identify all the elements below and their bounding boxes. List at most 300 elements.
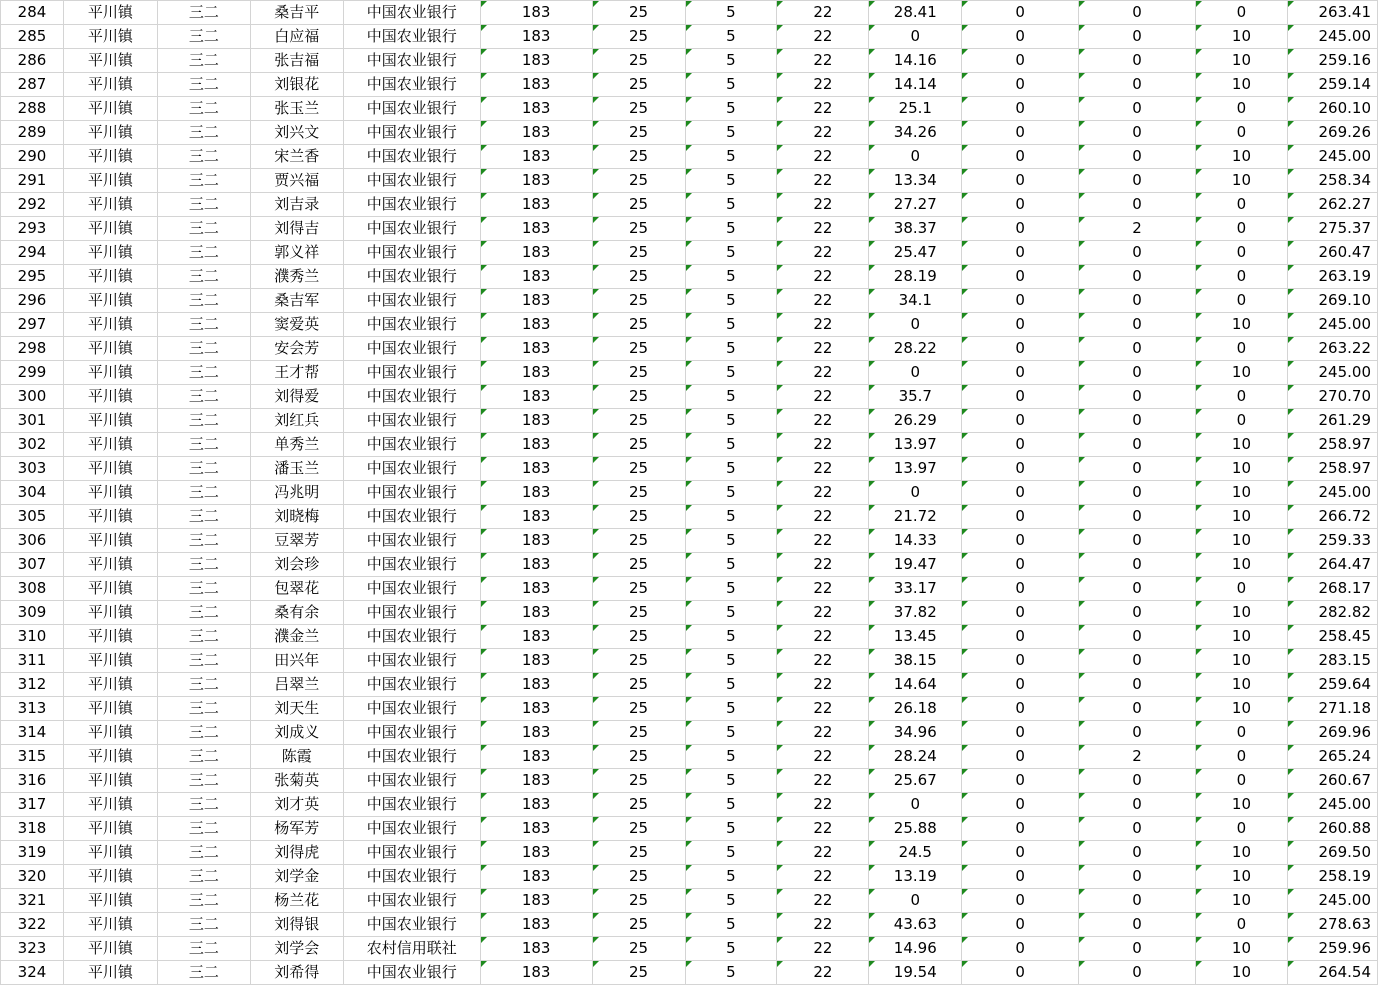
- cell-value-a[interactable]: 38.37: [869, 217, 962, 241]
- cell-col-183[interactable]: 183: [480, 433, 592, 457]
- cell-group[interactable]: 三二: [157, 721, 250, 745]
- cell-group[interactable]: 三二: [157, 649, 250, 673]
- cell-total[interactable]: 245.00: [1287, 481, 1377, 505]
- cell-town[interactable]: 平川镇: [63, 217, 157, 241]
- cell-index[interactable]: 308: [1, 577, 64, 601]
- cell-value-c[interactable]: 0: [1079, 409, 1196, 433]
- cell-name[interactable]: 刘兴文: [250, 121, 343, 145]
- cell-town[interactable]: 平川镇: [63, 169, 157, 193]
- cell-col-22[interactable]: 22: [777, 457, 869, 481]
- cell-col-5[interactable]: 5: [685, 529, 777, 553]
- cell-value-a[interactable]: 14.14: [869, 73, 962, 97]
- cell-group[interactable]: 三二: [157, 337, 250, 361]
- cell-col-183[interactable]: 183: [480, 817, 592, 841]
- cell-index[interactable]: 302: [1, 433, 64, 457]
- cell-town[interactable]: 平川镇: [63, 193, 157, 217]
- cell-bank[interactable]: 中国农业银行: [343, 505, 480, 529]
- cell-col-5[interactable]: 5: [685, 505, 777, 529]
- cell-value-a[interactable]: 0: [869, 889, 962, 913]
- cell-index[interactable]: 323: [1, 937, 64, 961]
- cell-col-22[interactable]: 22: [777, 241, 869, 265]
- cell-value-b[interactable]: 0: [962, 265, 1079, 289]
- cell-value-c[interactable]: 0: [1079, 313, 1196, 337]
- cell-col-5[interactable]: 5: [685, 433, 777, 457]
- cell-index[interactable]: 317: [1, 793, 64, 817]
- cell-col-183[interactable]: 183: [480, 241, 592, 265]
- cell-index[interactable]: 292: [1, 193, 64, 217]
- cell-value-d[interactable]: 10: [1196, 169, 1288, 193]
- cell-bank[interactable]: 中国农业银行: [343, 529, 480, 553]
- cell-col-25[interactable]: 25: [592, 937, 685, 961]
- cell-town[interactable]: 平川镇: [63, 961, 157, 985]
- cell-bank[interactable]: 中国农业银行: [343, 193, 480, 217]
- cell-bank[interactable]: 中国农业银行: [343, 673, 480, 697]
- cell-col-5[interactable]: 5: [685, 25, 777, 49]
- cell-value-b[interactable]: 0: [962, 289, 1079, 313]
- cell-col-183[interactable]: 183: [480, 121, 592, 145]
- cell-group[interactable]: 三二: [157, 1, 250, 25]
- cell-col-22[interactable]: 22: [777, 889, 869, 913]
- cell-value-a[interactable]: 13.97: [869, 433, 962, 457]
- cell-value-c[interactable]: 0: [1079, 769, 1196, 793]
- cell-value-a[interactable]: 14.96: [869, 937, 962, 961]
- cell-col-25[interactable]: 25: [592, 697, 685, 721]
- cell-col-183[interactable]: 183: [480, 577, 592, 601]
- cell-total[interactable]: 258.97: [1287, 457, 1377, 481]
- cell-col-183[interactable]: 183: [480, 145, 592, 169]
- cell-value-c[interactable]: 0: [1079, 817, 1196, 841]
- cell-col-183[interactable]: 183: [480, 193, 592, 217]
- cell-value-a[interactable]: 19.54: [869, 961, 962, 985]
- cell-town[interactable]: 平川镇: [63, 97, 157, 121]
- cell-value-a[interactable]: 14.64: [869, 673, 962, 697]
- cell-col-25[interactable]: 25: [592, 337, 685, 361]
- cell-value-b[interactable]: 0: [962, 193, 1079, 217]
- cell-value-b[interactable]: 0: [962, 697, 1079, 721]
- cell-col-25[interactable]: 25: [592, 505, 685, 529]
- cell-col-22[interactable]: 22: [777, 769, 869, 793]
- cell-value-a[interactable]: 34.96: [869, 721, 962, 745]
- cell-value-c[interactable]: 0: [1079, 193, 1196, 217]
- cell-group[interactable]: 三二: [157, 817, 250, 841]
- cell-value-d[interactable]: 10: [1196, 937, 1288, 961]
- cell-col-5[interactable]: 5: [685, 193, 777, 217]
- cell-bank[interactable]: 中国农业银行: [343, 697, 480, 721]
- cell-town[interactable]: 平川镇: [63, 913, 157, 937]
- cell-col-5[interactable]: 5: [685, 841, 777, 865]
- cell-col-183[interactable]: 183: [480, 889, 592, 913]
- cell-value-d[interactable]: 10: [1196, 529, 1288, 553]
- cell-group[interactable]: 三二: [157, 49, 250, 73]
- cell-name[interactable]: 刘银花: [250, 73, 343, 97]
- cell-index[interactable]: 321: [1, 889, 64, 913]
- cell-value-d[interactable]: 10: [1196, 961, 1288, 985]
- cell-total[interactable]: 264.54: [1287, 961, 1377, 985]
- cell-col-183[interactable]: 183: [480, 745, 592, 769]
- cell-total[interactable]: 269.26: [1287, 121, 1377, 145]
- cell-col-22[interactable]: 22: [777, 553, 869, 577]
- cell-name[interactable]: 刘得吉: [250, 217, 343, 241]
- cell-index[interactable]: 295: [1, 265, 64, 289]
- cell-col-22[interactable]: 22: [777, 193, 869, 217]
- cell-town[interactable]: 平川镇: [63, 625, 157, 649]
- cell-name[interactable]: 刘吉录: [250, 193, 343, 217]
- cell-col-22[interactable]: 22: [777, 817, 869, 841]
- cell-town[interactable]: 平川镇: [63, 49, 157, 73]
- cell-name[interactable]: 刘会珍: [250, 553, 343, 577]
- cell-value-d[interactable]: 10: [1196, 73, 1288, 97]
- cell-value-c[interactable]: 0: [1079, 505, 1196, 529]
- cell-group[interactable]: 三二: [157, 73, 250, 97]
- cell-value-a[interactable]: 14.16: [869, 49, 962, 73]
- cell-col-183[interactable]: 183: [480, 409, 592, 433]
- cell-col-25[interactable]: 25: [592, 409, 685, 433]
- cell-col-5[interactable]: 5: [685, 577, 777, 601]
- cell-value-d[interactable]: 10: [1196, 793, 1288, 817]
- cell-town[interactable]: 平川镇: [63, 601, 157, 625]
- cell-col-22[interactable]: 22: [777, 337, 869, 361]
- cell-total[interactable]: 262.27: [1287, 193, 1377, 217]
- cell-town[interactable]: 平川镇: [63, 697, 157, 721]
- cell-col-5[interactable]: 5: [685, 97, 777, 121]
- cell-col-25[interactable]: 25: [592, 817, 685, 841]
- cell-name[interactable]: 刘红兵: [250, 409, 343, 433]
- cell-col-183[interactable]: 183: [480, 601, 592, 625]
- cell-col-25[interactable]: 25: [592, 577, 685, 601]
- cell-col-22[interactable]: 22: [777, 865, 869, 889]
- cell-value-c[interactable]: 2: [1079, 217, 1196, 241]
- cell-index[interactable]: 319: [1, 841, 64, 865]
- cell-name[interactable]: 刘得虎: [250, 841, 343, 865]
- cell-town[interactable]: 平川镇: [63, 865, 157, 889]
- cell-total[interactable]: 263.22: [1287, 337, 1377, 361]
- cell-value-c[interactable]: 0: [1079, 625, 1196, 649]
- cell-value-b[interactable]: 0: [962, 313, 1079, 337]
- cell-value-d[interactable]: 10: [1196, 601, 1288, 625]
- cell-index[interactable]: 294: [1, 241, 64, 265]
- cell-col-22[interactable]: 22: [777, 385, 869, 409]
- cell-value-b[interactable]: 0: [962, 673, 1079, 697]
- cell-value-d[interactable]: 0: [1196, 913, 1288, 937]
- cell-col-5[interactable]: 5: [685, 649, 777, 673]
- cell-value-c[interactable]: 0: [1079, 721, 1196, 745]
- cell-value-c[interactable]: 0: [1079, 649, 1196, 673]
- cell-col-22[interactable]: 22: [777, 265, 869, 289]
- cell-town[interactable]: 平川镇: [63, 289, 157, 313]
- cell-col-5[interactable]: 5: [685, 73, 777, 97]
- cell-total[interactable]: 265.24: [1287, 745, 1377, 769]
- cell-col-183[interactable]: 183: [480, 865, 592, 889]
- cell-name[interactable]: 濮秀兰: [250, 265, 343, 289]
- cell-town[interactable]: 平川镇: [63, 337, 157, 361]
- cell-index[interactable]: 316: [1, 769, 64, 793]
- cell-value-a[interactable]: 27.27: [869, 193, 962, 217]
- cell-group[interactable]: 三二: [157, 145, 250, 169]
- cell-col-25[interactable]: 25: [592, 217, 685, 241]
- cell-col-5[interactable]: 5: [685, 481, 777, 505]
- cell-name[interactable]: 田兴年: [250, 649, 343, 673]
- cell-col-183[interactable]: 183: [480, 73, 592, 97]
- cell-group[interactable]: 三二: [157, 625, 250, 649]
- cell-value-d[interactable]: 10: [1196, 433, 1288, 457]
- cell-index[interactable]: 315: [1, 745, 64, 769]
- cell-value-a[interactable]: 25.47: [869, 241, 962, 265]
- cell-name[interactable]: 张玉兰: [250, 97, 343, 121]
- cell-bank[interactable]: 中国农业银行: [343, 457, 480, 481]
- cell-group[interactable]: 三二: [157, 457, 250, 481]
- cell-value-c[interactable]: 0: [1079, 97, 1196, 121]
- cell-total[interactable]: 282.82: [1287, 601, 1377, 625]
- cell-name[interactable]: 张吉福: [250, 49, 343, 73]
- cell-value-b[interactable]: 0: [962, 121, 1079, 145]
- cell-col-5[interactable]: 5: [685, 601, 777, 625]
- cell-name[interactable]: 王才帮: [250, 361, 343, 385]
- cell-value-c[interactable]: 0: [1079, 529, 1196, 553]
- cell-value-a[interactable]: 21.72: [869, 505, 962, 529]
- cell-group[interactable]: 三二: [157, 913, 250, 937]
- cell-col-183[interactable]: 183: [480, 313, 592, 337]
- cell-col-183[interactable]: 183: [480, 265, 592, 289]
- cell-value-d[interactable]: 0: [1196, 721, 1288, 745]
- cell-value-c[interactable]: 0: [1079, 73, 1196, 97]
- cell-value-a[interactable]: 13.34: [869, 169, 962, 193]
- cell-value-b[interactable]: 0: [962, 409, 1079, 433]
- cell-group[interactable]: 三二: [157, 553, 250, 577]
- cell-bank[interactable]: 中国农业银行: [343, 865, 480, 889]
- cell-value-c[interactable]: 0: [1079, 457, 1196, 481]
- cell-group[interactable]: 三二: [157, 865, 250, 889]
- cell-index[interactable]: 291: [1, 169, 64, 193]
- cell-town[interactable]: 平川镇: [63, 769, 157, 793]
- cell-town[interactable]: 平川镇: [63, 937, 157, 961]
- cell-value-b[interactable]: 0: [962, 553, 1079, 577]
- cell-bank[interactable]: 中国农业银行: [343, 745, 480, 769]
- cell-group[interactable]: 三二: [157, 193, 250, 217]
- cell-col-5[interactable]: 5: [685, 361, 777, 385]
- cell-name[interactable]: 吕翠兰: [250, 673, 343, 697]
- cell-col-25[interactable]: 25: [592, 529, 685, 553]
- cell-col-5[interactable]: 5: [685, 337, 777, 361]
- cell-index[interactable]: 299: [1, 361, 64, 385]
- cell-town[interactable]: 平川镇: [63, 841, 157, 865]
- cell-total[interactable]: 283.15: [1287, 649, 1377, 673]
- cell-group[interactable]: 三二: [157, 97, 250, 121]
- cell-value-a[interactable]: 13.97: [869, 457, 962, 481]
- cell-col-22[interactable]: 22: [777, 529, 869, 553]
- cell-name[interactable]: 白应福: [250, 25, 343, 49]
- cell-total[interactable]: 271.18: [1287, 697, 1377, 721]
- cell-value-c[interactable]: 0: [1079, 169, 1196, 193]
- cell-group[interactable]: 三二: [157, 529, 250, 553]
- cell-town[interactable]: 平川镇: [63, 433, 157, 457]
- cell-index[interactable]: 289: [1, 121, 64, 145]
- cell-col-5[interactable]: 5: [685, 721, 777, 745]
- cell-bank[interactable]: 中国农业银行: [343, 361, 480, 385]
- cell-total[interactable]: 260.67: [1287, 769, 1377, 793]
- cell-value-b[interactable]: 0: [962, 97, 1079, 121]
- cell-value-d[interactable]: 10: [1196, 649, 1288, 673]
- cell-value-a[interactable]: 25.88: [869, 817, 962, 841]
- cell-col-183[interactable]: 183: [480, 961, 592, 985]
- cell-town[interactable]: 平川镇: [63, 817, 157, 841]
- cell-value-a[interactable]: 34.1: [869, 289, 962, 313]
- cell-town[interactable]: 平川镇: [63, 673, 157, 697]
- cell-group[interactable]: 三二: [157, 769, 250, 793]
- cell-name[interactable]: 贾兴福: [250, 169, 343, 193]
- cell-index[interactable]: 296: [1, 289, 64, 313]
- cell-col-183[interactable]: 183: [480, 481, 592, 505]
- cell-col-5[interactable]: 5: [685, 961, 777, 985]
- cell-town[interactable]: 平川镇: [63, 577, 157, 601]
- cell-bank[interactable]: 中国农业银行: [343, 625, 480, 649]
- cell-name[interactable]: 冯兆明: [250, 481, 343, 505]
- cell-value-b[interactable]: 0: [962, 793, 1079, 817]
- cell-value-a[interactable]: 13.19: [869, 865, 962, 889]
- cell-index[interactable]: 312: [1, 673, 64, 697]
- cell-value-a[interactable]: 26.29: [869, 409, 962, 433]
- cell-town[interactable]: 平川镇: [63, 361, 157, 385]
- cell-value-b[interactable]: 0: [962, 241, 1079, 265]
- cell-value-a[interactable]: 0: [869, 481, 962, 505]
- cell-col-25[interactable]: 25: [592, 673, 685, 697]
- cell-total[interactable]: 245.00: [1287, 145, 1377, 169]
- cell-value-b[interactable]: 0: [962, 337, 1079, 361]
- cell-value-c[interactable]: 0: [1079, 25, 1196, 49]
- cell-value-b[interactable]: 0: [962, 937, 1079, 961]
- cell-town[interactable]: 平川镇: [63, 793, 157, 817]
- cell-value-a[interactable]: 0: [869, 793, 962, 817]
- cell-value-b[interactable]: 0: [962, 73, 1079, 97]
- cell-value-d[interactable]: 10: [1196, 697, 1288, 721]
- cell-name[interactable]: 包翠花: [250, 577, 343, 601]
- cell-col-5[interactable]: 5: [685, 745, 777, 769]
- cell-bank[interactable]: 中国农业银行: [343, 481, 480, 505]
- cell-index[interactable]: 298: [1, 337, 64, 361]
- cell-total[interactable]: 268.17: [1287, 577, 1377, 601]
- cell-group[interactable]: 三二: [157, 745, 250, 769]
- cell-col-22[interactable]: 22: [777, 697, 869, 721]
- cell-index[interactable]: 305: [1, 505, 64, 529]
- cell-index[interactable]: 311: [1, 649, 64, 673]
- cell-name[interactable]: 郭义祥: [250, 241, 343, 265]
- cell-group[interactable]: 三二: [157, 793, 250, 817]
- cell-value-a[interactable]: 28.22: [869, 337, 962, 361]
- cell-col-183[interactable]: 183: [480, 361, 592, 385]
- cell-value-b[interactable]: 0: [962, 889, 1079, 913]
- cell-col-5[interactable]: 5: [685, 865, 777, 889]
- cell-value-b[interactable]: 0: [962, 817, 1079, 841]
- cell-town[interactable]: 平川镇: [63, 721, 157, 745]
- cell-col-22[interactable]: 22: [777, 505, 869, 529]
- cell-value-d[interactable]: 10: [1196, 457, 1288, 481]
- cell-col-183[interactable]: 183: [480, 697, 592, 721]
- cell-index[interactable]: 320: [1, 865, 64, 889]
- cell-col-183[interactable]: 183: [480, 217, 592, 241]
- cell-index[interactable]: 284: [1, 1, 64, 25]
- cell-index[interactable]: 290: [1, 145, 64, 169]
- cell-col-25[interactable]: 25: [592, 913, 685, 937]
- cell-town[interactable]: 平川镇: [63, 73, 157, 97]
- cell-town[interactable]: 平川镇: [63, 1, 157, 25]
- cell-name[interactable]: 刘成义: [250, 721, 343, 745]
- cell-value-c[interactable]: 0: [1079, 265, 1196, 289]
- cell-value-b[interactable]: 0: [962, 913, 1079, 937]
- cell-value-c[interactable]: 0: [1079, 361, 1196, 385]
- cell-name[interactable]: 刘希得: [250, 961, 343, 985]
- cell-col-25[interactable]: 25: [592, 121, 685, 145]
- cell-bank[interactable]: 中国农业银行: [343, 817, 480, 841]
- cell-bank[interactable]: 中国农业银行: [343, 409, 480, 433]
- cell-col-183[interactable]: 183: [480, 553, 592, 577]
- cell-bank[interactable]: 中国农业银行: [343, 169, 480, 193]
- cell-town[interactable]: 平川镇: [63, 457, 157, 481]
- cell-col-5[interactable]: 5: [685, 241, 777, 265]
- cell-value-c[interactable]: 0: [1079, 793, 1196, 817]
- cell-value-c[interactable]: 0: [1079, 913, 1196, 937]
- cell-bank[interactable]: 中国农业银行: [343, 145, 480, 169]
- cell-town[interactable]: 平川镇: [63, 265, 157, 289]
- cell-name[interactable]: 刘得爱: [250, 385, 343, 409]
- cell-bank[interactable]: 中国农业银行: [343, 601, 480, 625]
- cell-group[interactable]: 三二: [157, 601, 250, 625]
- cell-total[interactable]: 264.47: [1287, 553, 1377, 577]
- cell-col-22[interactable]: 22: [777, 145, 869, 169]
- cell-name[interactable]: 窦爱英: [250, 313, 343, 337]
- cell-col-25[interactable]: 25: [592, 97, 685, 121]
- cell-total[interactable]: 260.47: [1287, 241, 1377, 265]
- cell-value-d[interactable]: 10: [1196, 313, 1288, 337]
- cell-bank[interactable]: 中国农业银行: [343, 121, 480, 145]
- cell-group[interactable]: 三二: [157, 217, 250, 241]
- cell-col-5[interactable]: 5: [685, 409, 777, 433]
- cell-name[interactable]: 潘玉兰: [250, 457, 343, 481]
- cell-col-5[interactable]: 5: [685, 169, 777, 193]
- cell-value-a[interactable]: 0: [869, 25, 962, 49]
- cell-town[interactable]: 平川镇: [63, 481, 157, 505]
- cell-town[interactable]: 平川镇: [63, 529, 157, 553]
- cell-name[interactable]: 桑吉平: [250, 1, 343, 25]
- cell-total[interactable]: 275.37: [1287, 217, 1377, 241]
- cell-col-5[interactable]: 5: [685, 457, 777, 481]
- cell-index[interactable]: 322: [1, 913, 64, 937]
- cell-value-c[interactable]: 0: [1079, 577, 1196, 601]
- cell-value-a[interactable]: 0: [869, 313, 962, 337]
- cell-value-b[interactable]: 0: [962, 25, 1079, 49]
- cell-value-c[interactable]: 0: [1079, 241, 1196, 265]
- cell-total[interactable]: 269.50: [1287, 841, 1377, 865]
- cell-col-22[interactable]: 22: [777, 49, 869, 73]
- cell-group[interactable]: 三二: [157, 937, 250, 961]
- cell-group[interactable]: 三二: [157, 961, 250, 985]
- cell-value-a[interactable]: 34.26: [869, 121, 962, 145]
- cell-col-183[interactable]: 183: [480, 625, 592, 649]
- cell-value-d[interactable]: 0: [1196, 385, 1288, 409]
- cell-bank[interactable]: 中国农业银行: [343, 217, 480, 241]
- cell-group[interactable]: 三二: [157, 577, 250, 601]
- cell-value-b[interactable]: 0: [962, 721, 1079, 745]
- cell-value-c[interactable]: 0: [1079, 385, 1196, 409]
- cell-value-d[interactable]: 0: [1196, 1, 1288, 25]
- cell-value-c[interactable]: 0: [1079, 121, 1196, 145]
- cell-value-d[interactable]: 10: [1196, 361, 1288, 385]
- cell-col-22[interactable]: 22: [777, 913, 869, 937]
- cell-bank[interactable]: 中国农业银行: [343, 313, 480, 337]
- cell-bank[interactable]: 中国农业银行: [343, 385, 480, 409]
- cell-value-d[interactable]: 0: [1196, 769, 1288, 793]
- cell-col-183[interactable]: 183: [480, 937, 592, 961]
- cell-town[interactable]: 平川镇: [63, 889, 157, 913]
- cell-bank[interactable]: 农村信用联社: [343, 937, 480, 961]
